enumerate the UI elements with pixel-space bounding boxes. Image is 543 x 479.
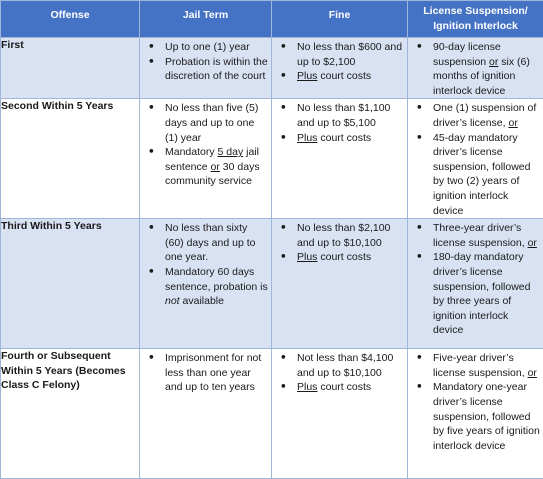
license-cell bbox=[408, 99, 543, 219]
list-item: • Plus court costs bbox=[272, 250, 407, 265]
list-item: • No less than $2,100 and up to $10,100 bbox=[272, 221, 407, 250]
header-license-line1: License Suspension/ bbox=[408, 4, 543, 19]
list-item: • Plus court costs bbox=[272, 131, 407, 146]
jail-term-cell bbox=[140, 99, 272, 219]
license-cell bbox=[408, 349, 543, 479]
header-license-suspension bbox=[408, 1, 543, 38]
header-offense: Offense bbox=[1, 1, 140, 38]
list-item: • Five-year driver’s license suspension, or bbox=[408, 351, 543, 380]
jail-term-cell bbox=[140, 349, 272, 479]
table-row-first bbox=[1, 38, 543, 99]
offense-cell: First bbox=[1, 38, 140, 99]
header-jail-term: Jail Term bbox=[140, 1, 272, 38]
list-item: • 90-day license suspension or six (6) months of ignition interlock device bbox=[408, 40, 543, 98]
list-item: • 45-day mandatory driver’s license suspension, followed by two (2) years of ignition interlock device bbox=[408, 131, 543, 219]
header-row bbox=[1, 1, 543, 38]
offense-cell: Second Within 5 Years bbox=[1, 99, 140, 219]
list-item: • No less than five (5) days and up to one (1) year bbox=[140, 101, 271, 145]
offense-cell: Fourth or Subsequent Within 5 Years (Becomes Class C Felony) bbox=[1, 349, 140, 479]
list-item: • Probation is within the discretion of the court bbox=[140, 55, 271, 84]
list-item: • Mandatory 5 day jail sentence or 30 days community service bbox=[140, 145, 271, 189]
list-item: • No less than sixty (60) days and up to one year. bbox=[140, 221, 271, 265]
list-item: • No less than $600 and up to $2,100 bbox=[272, 40, 407, 69]
header-license-line2: Ignition Interlock bbox=[408, 19, 543, 34]
fine-cell bbox=[272, 349, 408, 479]
list-item: • Imprisonment for not less than one year and up to ten years bbox=[140, 351, 271, 395]
jail-term-cell bbox=[140, 219, 272, 349]
table-row-second bbox=[1, 99, 543, 219]
list-item: • Up to one (1) year bbox=[140, 40, 271, 55]
list-item: • No less than $1,100 and up to $5,100 bbox=[272, 101, 407, 130]
list-item: • Not less than $4,100 and up to $10,100 bbox=[272, 351, 407, 380]
list-item: • Mandatory one-year driver’s license suspension, followed by five years of ignition interlock device bbox=[408, 380, 543, 453]
fine-cell bbox=[272, 38, 408, 99]
offense-cell: Third Within 5 Years bbox=[1, 219, 140, 349]
list-item: • Mandatory 60 days sentence, probation is not available bbox=[140, 265, 271, 309]
table-row-fourth bbox=[1, 349, 543, 479]
table-row-third bbox=[1, 219, 543, 349]
license-cell bbox=[408, 219, 543, 349]
jail-term-cell bbox=[140, 38, 272, 99]
list-item: • Plus court costs bbox=[272, 380, 407, 395]
license-cell bbox=[408, 38, 543, 99]
list-item: • Plus court costs bbox=[272, 69, 407, 84]
list-item: • One (1) suspension of driver’s license, or bbox=[408, 101, 543, 130]
fine-cell bbox=[272, 219, 408, 349]
fine-cell bbox=[272, 99, 408, 219]
list-item: • 180-day mandatory driver’s license suspension, followed by three years of ignition interlock device bbox=[408, 250, 543, 338]
list-item: • Three-year driver’s license suspension, or bbox=[408, 221, 543, 250]
header-fine: Fine bbox=[272, 1, 408, 38]
